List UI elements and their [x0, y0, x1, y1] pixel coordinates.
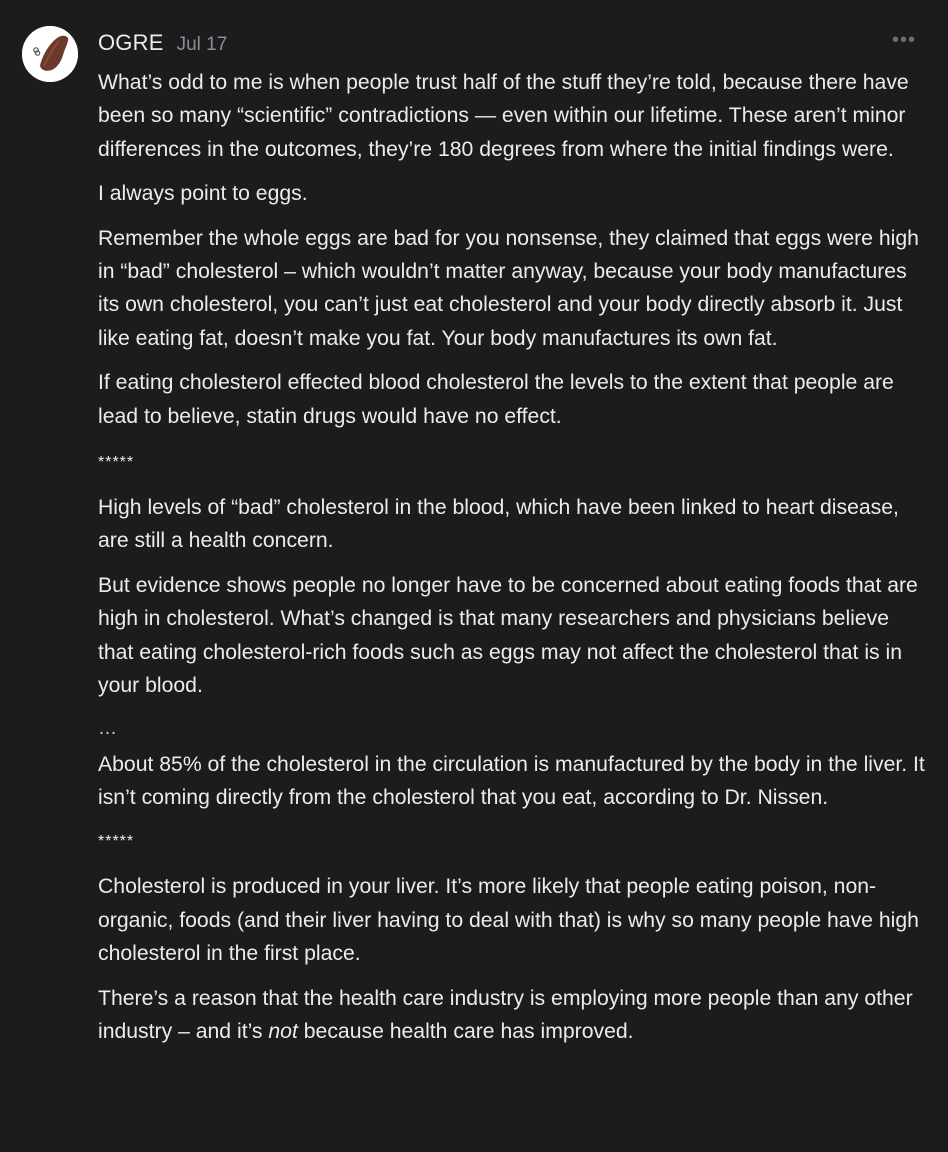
- comment-paragraph: I always point to eggs.: [98, 182, 308, 206]
- author-name[interactable]: OGRE: [98, 30, 164, 55]
- pipe-icon: [22, 26, 78, 82]
- comment-paragraph: [98, 982, 928, 1049]
- paragraph-text: There’s a reason that the health care industry is employing more people than any other industry – and it’s: [98, 986, 913, 1043]
- comment-paragraph: If eating cholesterol effected blood cholesterol the levels to the extent that people are lead to believe, statin drugs would have no effect.: [98, 371, 894, 428]
- comment-paragraph: About 85% of the cholesterol in the circulation is manufactured by the body in the liver. It isn’t coming directly from the cholesterol that you eat, according to Dr. Nissen.: [98, 752, 925, 809]
- more-options-icon[interactable]: •••: [891, 29, 916, 51]
- avatar[interactable]: [22, 26, 78, 82]
- comment-header: [98, 30, 227, 58]
- comment-paragraph: But evidence shows people no longer have to be concerned about eating foods that are high in cholesterol. What’s changed is that many researchers and physicians believe that eating cholesterol-rich foods such as eggs may not affect the cholesterol that is in your blood.: [98, 573, 918, 698]
- comment-body: [98, 66, 928, 1059]
- ellipsis: …: [98, 717, 117, 739]
- comment-paragraph: High levels of “bad” cholesterol in the blood, which have been linked to heart disease, are still a health concern.: [98, 496, 899, 553]
- comment-paragraph: Cholesterol is produced in your liver. It’s more likely that people eating poison, non-organic, foods (and their liver having to deal with that) is why so many people have high cholesterol in the first place.: [98, 875, 919, 966]
- comment-date[interactable]: Jul 17: [176, 34, 228, 55]
- separator: *****: [98, 454, 135, 472]
- separator: *****: [98, 833, 135, 851]
- comment-paragraph: Remember the whole eggs are bad for you nonsense, they claimed that eggs were high in “bad” cholesterol – which wouldn’t matter anyway, because your body manufactures its own cholesterol, you can’t just eat cholesterol and your body directly absorb it. Just like eating fat, doesn’t make you fat. Your body manufactures its own fat.: [98, 226, 919, 350]
- emphasis-text: not: [268, 1019, 298, 1043]
- paragraph-text: because health care has improved.: [297, 1019, 634, 1043]
- comment-paragraph: What’s odd to me is when people trust half of the stuff they’re told, because there have been so many “scientific” contradictions — even within our lifetime. These aren’t minor differences in the outcomes, they’re 180 degrees from where the initial findings were.: [98, 71, 909, 161]
